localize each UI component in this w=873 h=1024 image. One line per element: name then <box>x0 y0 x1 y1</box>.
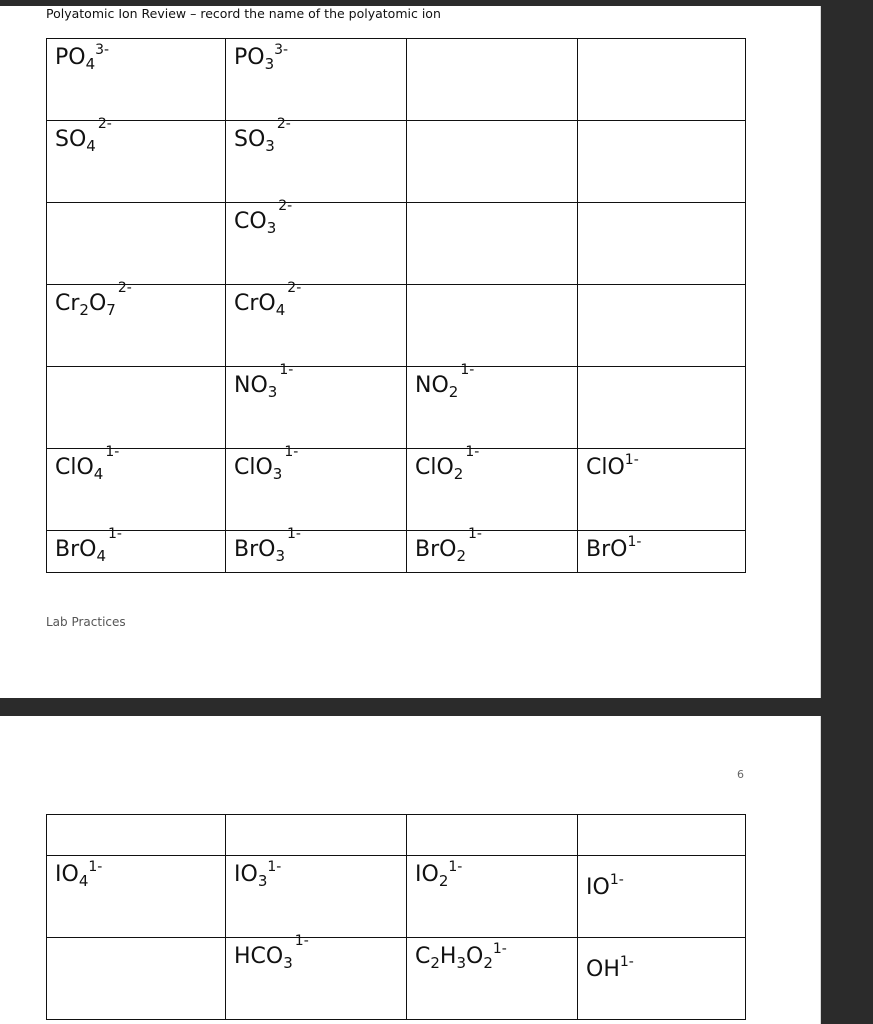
table-cell <box>47 367 226 449</box>
ion-charge: 1- <box>279 362 294 378</box>
ion-formula <box>234 933 309 972</box>
table-row <box>47 203 746 285</box>
formula-text: NO <box>415 373 449 398</box>
table-cell <box>578 531 746 573</box>
ion-charge: 2- <box>117 280 132 296</box>
ion-table-1 <box>46 38 746 573</box>
ion-formula <box>234 859 282 890</box>
ion-formula <box>415 362 475 401</box>
formula-text: BrO <box>55 537 97 562</box>
table-cell <box>47 938 226 1020</box>
table-cell <box>407 362 578 449</box>
table-cell <box>578 285 746 367</box>
table-cell <box>226 198 407 285</box>
ion-charge: 1- <box>627 534 642 550</box>
table-cell <box>47 856 226 938</box>
table-cell <box>226 280 407 367</box>
ion-formula <box>586 452 639 480</box>
section-heading: Lab Practices <box>46 615 126 629</box>
table-cell <box>578 449 746 531</box>
formula-subscript: 2 <box>483 954 493 972</box>
ion-charge: 2- <box>276 116 291 132</box>
formula-text: CrO <box>234 291 276 316</box>
ion-formula <box>55 42 110 73</box>
table-cell <box>47 39 226 121</box>
ion-charge: 1- <box>460 362 475 378</box>
formula-text: PO <box>55 45 86 70</box>
formula-subscript: 4 <box>86 137 96 155</box>
ion-charge: 1- <box>88 859 103 875</box>
formula-subscript: 4 <box>96 547 107 565</box>
formula-text: Cr <box>55 291 80 316</box>
formula-text: HCO <box>234 944 284 969</box>
table-cell <box>47 444 226 531</box>
table-cell <box>578 938 746 1020</box>
table-cell <box>47 203 226 285</box>
formula-text: C <box>415 944 431 969</box>
formula-subscript: 2 <box>448 383 459 401</box>
formula-text: IO <box>55 862 79 887</box>
ion-charge: 1- <box>294 933 309 949</box>
ion-charge: 1- <box>287 526 301 542</box>
formula-subscript: 4 <box>275 301 286 319</box>
ion-formula <box>415 526 482 565</box>
table-row <box>47 367 746 449</box>
table-row <box>47 856 746 938</box>
ion-charge: 1- <box>267 859 282 875</box>
ion-formula <box>415 444 480 483</box>
formula-text: IO <box>586 875 610 900</box>
ion-formula <box>55 526 122 565</box>
ion-formula <box>234 198 293 237</box>
table-cell <box>578 856 746 938</box>
table-cell <box>226 116 407 203</box>
formula-text: O <box>466 944 484 969</box>
table-cell <box>407 39 578 121</box>
ion-charge: 1- <box>284 444 299 460</box>
formula-subscript: 3 <box>275 547 286 565</box>
table-cell <box>578 39 746 121</box>
table-cell <box>407 121 578 203</box>
ion-formula <box>586 534 642 562</box>
table-cell <box>407 938 578 1020</box>
formula-subscript: 2 <box>430 954 440 972</box>
formula-text: O <box>88 291 107 316</box>
table-cell <box>226 526 407 573</box>
ion-formula <box>55 280 132 319</box>
ion-charge: 1- <box>108 526 122 542</box>
formula-text: ClO <box>586 455 625 480</box>
formula-text: SO <box>234 127 266 152</box>
table-cell <box>226 815 407 856</box>
table-cell <box>407 285 578 367</box>
formula-subscript: 3 <box>264 55 275 73</box>
table-row <box>47 39 746 121</box>
ion-formula <box>586 872 624 900</box>
table-row <box>47 449 746 531</box>
formula-text: BrO <box>415 537 457 562</box>
table-row <box>47 938 746 1020</box>
formula-subscript: 3 <box>267 383 278 401</box>
table-cell <box>226 39 407 121</box>
formula-text: SO <box>55 127 87 152</box>
formula-subscript: 3 <box>283 954 293 972</box>
table-cell <box>578 203 746 285</box>
ion-charge: 1- <box>624 452 639 468</box>
table-cell <box>226 933 407 1020</box>
ion-formula <box>234 444 299 483</box>
page-number: 6 <box>737 768 744 781</box>
formula-text: BrO <box>586 537 628 562</box>
formula-subscript: 3 <box>266 219 277 237</box>
table-cell <box>407 856 578 938</box>
formula-text: H <box>439 944 457 969</box>
ion-charge: 1- <box>468 526 482 542</box>
formula-text: ClO <box>415 455 454 480</box>
formula-subscript: 3 <box>257 872 268 890</box>
formula-subscript: 3 <box>265 137 275 155</box>
ion-charge: 1- <box>492 941 507 957</box>
ion-formula <box>415 941 507 972</box>
ion-charge: 1- <box>448 859 463 875</box>
table-cell <box>407 444 578 531</box>
table-cell <box>226 856 407 938</box>
ion-formula <box>234 42 289 73</box>
table-cell <box>226 444 407 531</box>
formula-text: PO <box>234 45 265 70</box>
ion-formula <box>234 362 294 401</box>
formula-text: ClO <box>55 455 94 480</box>
ion-charge: 1- <box>619 954 634 970</box>
ion-charge: 2- <box>278 198 293 214</box>
ion-table-2 <box>46 814 746 1020</box>
table-cell <box>578 367 746 449</box>
table-cell <box>226 362 407 449</box>
formula-text: OH <box>586 957 620 982</box>
ion-formula <box>55 116 112 155</box>
ion-formula <box>234 526 301 565</box>
table-cell <box>47 280 226 367</box>
ion-charge: 1- <box>609 872 624 888</box>
ion-formula <box>55 859 103 890</box>
formula-text: BrO <box>234 537 276 562</box>
table-cell <box>47 526 226 573</box>
table-row <box>47 121 746 203</box>
table-row <box>47 285 746 367</box>
ion-charge: 3- <box>274 42 289 58</box>
ion-charge: 1- <box>465 444 480 460</box>
table-cell <box>47 116 226 203</box>
ion-formula <box>55 444 120 483</box>
table-cell <box>407 815 578 856</box>
document-page-1 <box>0 6 821 698</box>
table-cell <box>407 203 578 285</box>
ion-charge: 2- <box>97 116 112 132</box>
formula-subscript: 4 <box>93 465 104 483</box>
worksheet-title: Polyatomic Ion Review – record the name of the polyatomic ion <box>46 6 441 21</box>
formula-text: CO <box>234 209 267 234</box>
formula-subscript: 3 <box>272 465 283 483</box>
ion-charge: 2- <box>287 280 302 296</box>
table-cell <box>578 121 746 203</box>
formula-subscript: 3 <box>456 954 467 972</box>
table-cell <box>407 526 578 573</box>
formula-subscript: 4 <box>78 872 89 890</box>
document-page-2 <box>0 716 821 1024</box>
formula-text: IO <box>415 862 439 887</box>
table-row <box>47 815 746 856</box>
formula-text: ClO <box>234 455 273 480</box>
table-cell <box>47 815 226 856</box>
formula-subscript: 7 <box>106 301 116 319</box>
formula-text: NO <box>234 373 268 398</box>
formula-subscript: 2 <box>453 465 464 483</box>
formula-subscript: 2 <box>79 301 89 319</box>
ion-formula <box>234 116 291 155</box>
formula-text: IO <box>234 862 258 887</box>
ion-formula <box>415 859 463 890</box>
formula-subscript: 2 <box>456 547 467 565</box>
ion-charge: 3- <box>95 42 110 58</box>
ion-formula <box>234 280 302 319</box>
table-row <box>47 531 746 573</box>
formula-subscript: 4 <box>85 55 96 73</box>
ion-formula <box>586 954 634 982</box>
ion-charge: 1- <box>105 444 120 460</box>
table-cell <box>578 815 746 856</box>
formula-subscript: 2 <box>438 872 449 890</box>
